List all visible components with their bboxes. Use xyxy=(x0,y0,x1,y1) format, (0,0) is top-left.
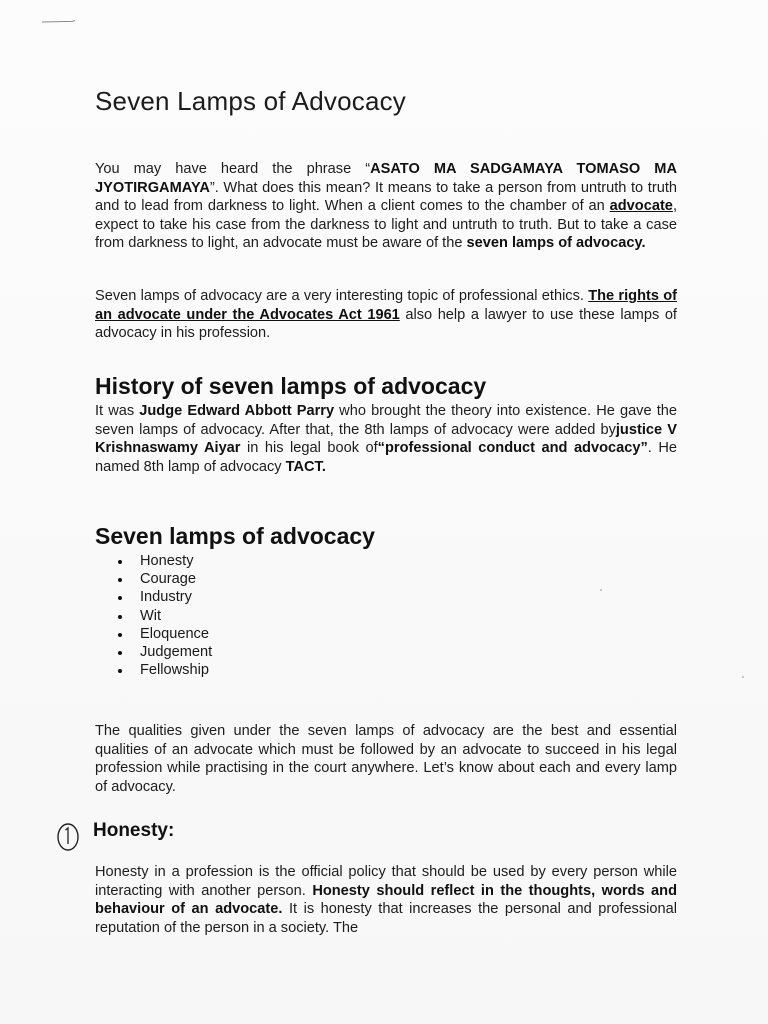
qualities-paragraph: The qualities given under the seven lamps of advocacy are the best and essential qualities of an advocate which must be followed by an advocate to succeed in his legal profession while practising in the court anywhere. Let’s know about each and every lamp of advocacy. xyxy=(95,723,677,795)
ethics-text-2: also help a lawyer to use these lamps of advocacy in his profession. xyxy=(95,306,677,342)
intro-text-1: You may have heard the phrase “ xyxy=(95,161,371,177)
tact-term: TACT. xyxy=(285,458,326,475)
intro-paragraph xyxy=(95,160,677,253)
scan-speck xyxy=(742,676,744,678)
history-text-3: in his legal book of xyxy=(240,440,378,457)
ethics-paragraph xyxy=(95,287,677,343)
pen-mark-icon xyxy=(42,20,76,23)
history-text-4: . He named 8th lamp of advocacy xyxy=(95,440,677,475)
honesty-paragraph xyxy=(95,863,677,937)
list-item: Judgement xyxy=(117,643,212,661)
honesty-heading: Honesty: xyxy=(93,820,175,841)
honesty-text-2: It is honesty that increases the personal and professional reputation of the person in a society. The xyxy=(95,901,677,936)
advocates-act-link[interactable]: The rights of an advocate under the Advocates Act 1961 xyxy=(95,288,677,323)
lamps-list xyxy=(117,552,212,679)
history-paragraph xyxy=(95,402,677,476)
advocate-link[interactable]: advocate xyxy=(609,198,673,215)
page-title: Seven Lamps of Advocacy xyxy=(95,86,407,116)
judge-name: Judge Edward Abbott Parry xyxy=(139,403,335,419)
intro-phrase: ASATO MA SADGAMAYA TOMASO MA JYOTIRGAMAYA xyxy=(95,161,677,196)
scan-speck xyxy=(600,589,602,591)
history-text-1: It was xyxy=(95,403,140,419)
handwritten-number-icon xyxy=(55,819,81,853)
list-item: Honesty xyxy=(117,552,212,570)
list-item: Eloquence xyxy=(117,625,212,643)
intro-text-3: , expect to take his case from the darkness to light and untruth to truth. But to take a case from darkness to light, an advocate must be aware of the xyxy=(95,198,677,252)
intro-text-2: ”. What does this mean? It means to take a person from untruth to truth and to lead from darkness to light. When a client comes to the chamber of an xyxy=(95,179,677,215)
list-item: Industry xyxy=(117,588,212,606)
list-item: Fellowship xyxy=(117,661,212,679)
history-text-2: who brought the theory into existence. He gave the seven lamps of advocacy. After that, the 8th lamps of advocacy were added by xyxy=(95,403,677,438)
list-item: Courage xyxy=(117,570,212,588)
book-title: “professional conduct and advocacy” xyxy=(377,440,648,457)
lamps-heading: Seven lamps of advocacy xyxy=(95,523,375,549)
honesty-text-1: Honesty in a profession is the official policy that should be used by every person while interacting with another person. xyxy=(95,864,677,899)
history-heading: History of seven lamps of advocacy xyxy=(95,373,487,399)
list-item: Wit xyxy=(117,607,212,625)
intro-emphasis: seven lamps of advocacy. xyxy=(466,235,646,252)
ethics-text-1: Seven lamps of advocacy are a very interesting topic of professional ethics. xyxy=(95,288,589,304)
justice-name: justice V Krishnaswamy Aiyar xyxy=(95,421,677,457)
honesty-emphasis: Honesty should reflect in the thoughts, words and behaviour of an advocate. xyxy=(95,882,677,918)
